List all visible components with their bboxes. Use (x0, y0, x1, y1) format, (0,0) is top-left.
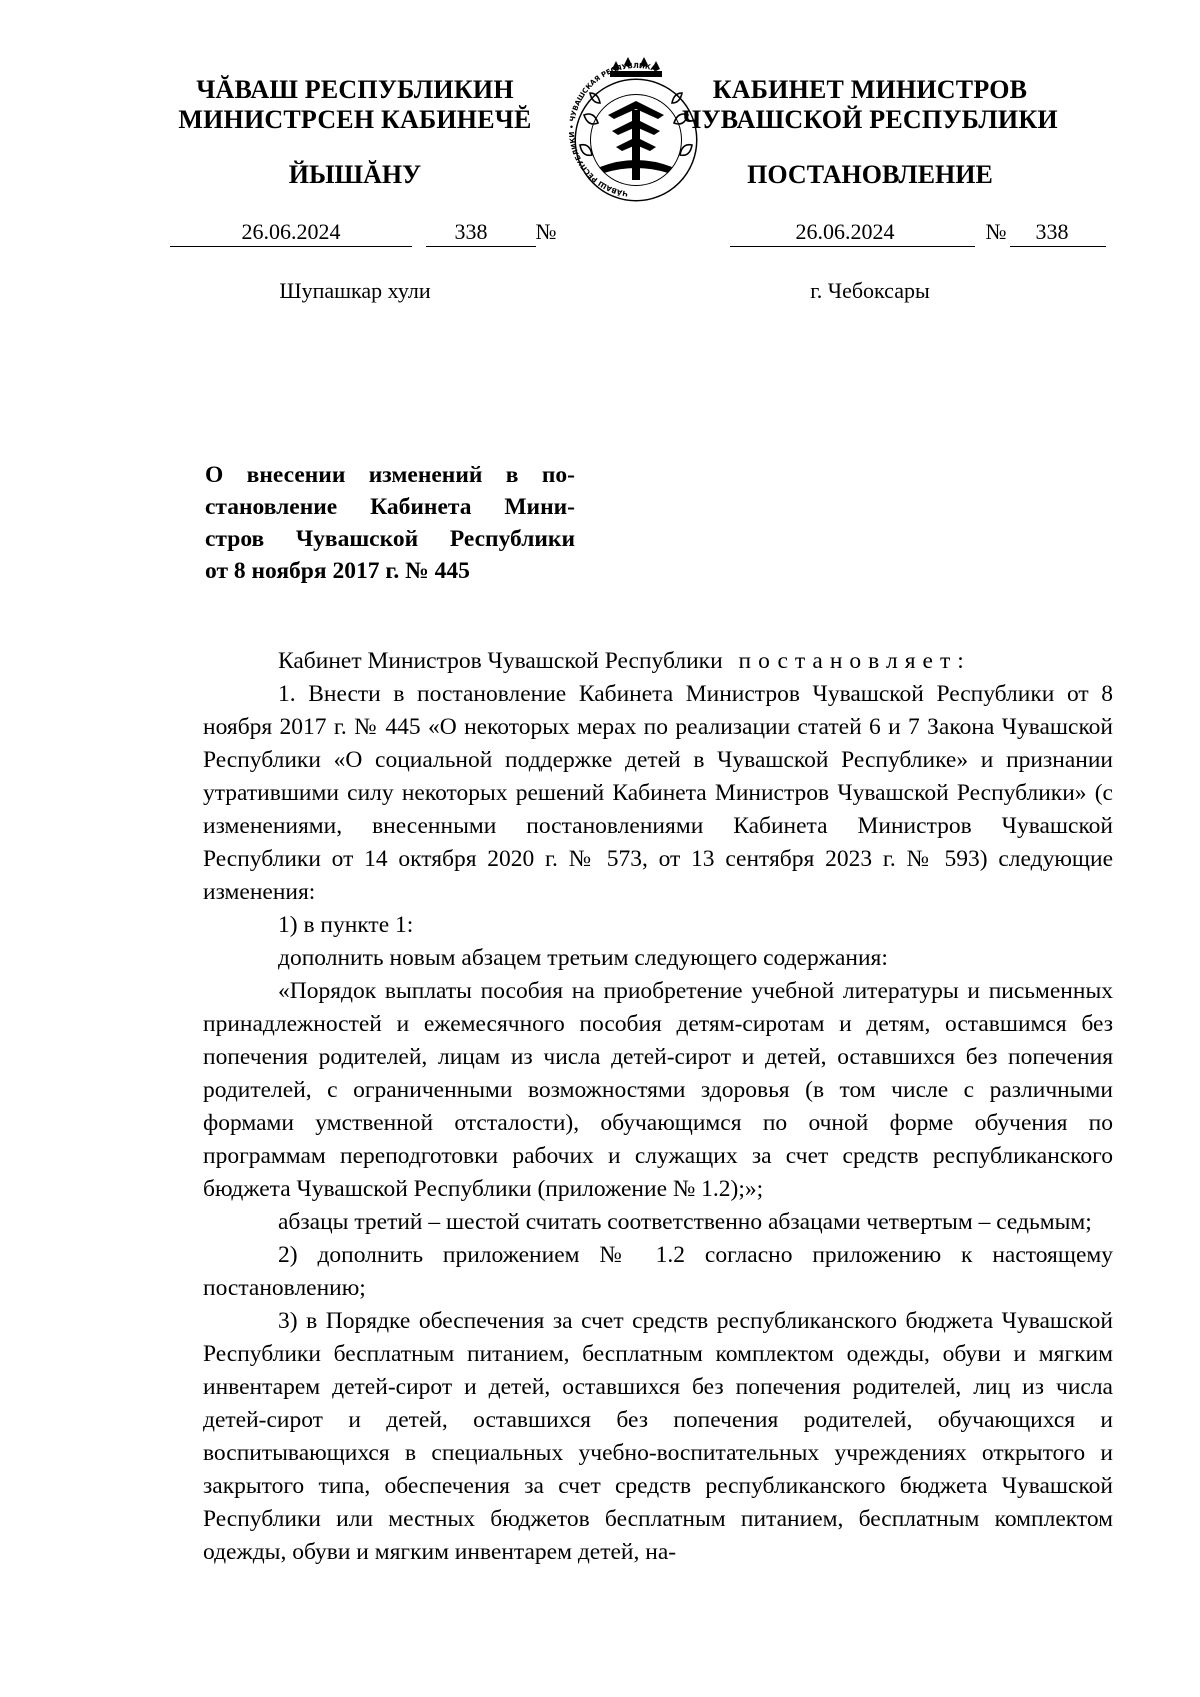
right-city: г. Чебоксары (810, 278, 930, 303)
paragraph-4: «Порядок выплаты пособия на приобретение учебной литературы и письменных принадлежностей и ежемесячного пособия детям-сиротам и детям, оставшимся без попечения родителей, лицам из числа детей-сирот и детей, оставшихся без попечения родителей, с ограниченными возможностями здоровья (в том числе с различными формами умственной отсталости), обучающимся по очной форме обучения по программам переподготовки рабочих и служащих за счет средств республиканского бюджета Чувашской Республики (приложение № 1.2);»; (203, 978, 1113, 1202)
intro-verb: постановляет: (738, 648, 971, 674)
right-header-line2: ЧУВАШСКОЙ РЕСПУБЛИКИ (682, 105, 1058, 134)
right-dateline (730, 219, 1110, 249)
paragraph-6: 2) дополнить приложением № 1.2 согласно приложению к настоящему постановлению; (203, 1242, 1113, 1301)
left-number-sign: № (535, 219, 557, 244)
subject-line-3: стров Чувашской Республики (205, 526, 575, 552)
subject-line-4: от 8 ноября 2017 г. № 445 (205, 558, 470, 584)
right-number-sign: № (985, 219, 1007, 244)
left-number: 338 (454, 219, 488, 244)
right-number: 338 (1035, 219, 1069, 244)
paragraph-1: 1. Внести в постановление Кабинета Министров Чувашской Республики от 8 ноября 2017 г. № 445 «О некоторых мерах по реализации статей 6 и 7 Закона Чувашской Республики «О социальной поддержке детей в Чувашской Республике» и признании утратившими силу некоторых решений Кабинета Министров Чувашской Республики» (с изменениями, внесенными постановлениями Кабинета Министров Чувашской Республики от 14 октября 2020 г. № 573, от 13 сентября 2023 г. № 593) следующие изменения: (203, 681, 1113, 905)
left-doc-type: ЙЫШĂНУ (288, 160, 422, 189)
left-header-line1: ЧĂВАШ РЕСПУБЛИКИН (196, 75, 514, 104)
right-header-line1: КАБИНЕТ МИНИСТРОВ (712, 75, 1028, 104)
paragraph-3: дополнить новым абзацем третьим следующего содержания: (278, 945, 888, 971)
intro-paragraph (203, 645, 1113, 678)
right-date: 26.06.2024 (795, 219, 895, 244)
subject-line-2: становление Кабинета Мини- (205, 494, 575, 520)
right-doc-type: ПОСТАНОВЛЕНИЕ (747, 160, 993, 189)
left-date: 26.06.2024 (241, 219, 341, 244)
left-header-title (150, 75, 560, 135)
paragraph-5: абзацы третий – шестой считать соответственно абзацами четвертым – седьмым; (278, 1209, 1092, 1235)
emblem-ring-text: ЧĂВАШ РЕСПУБЛИКИ • ЧУВАШСКАЯ РЕСПУБЛИКА (567, 61, 658, 198)
paragraph-2: 1) в пункте 1: (278, 912, 414, 938)
document-body (203, 645, 1113, 1569)
left-header-line2: МИНИСТРСЕН КАБИНЕЧĔ (178, 105, 532, 134)
left-dateline (170, 219, 560, 249)
document-subject (205, 459, 575, 587)
subject-line-1: О внесении изменений в по- (205, 462, 575, 488)
left-city: Шупашкар хули (279, 278, 431, 303)
paragraph-7: 3) в Порядке обеспечения за счет средств республиканского бюджета Чувашской Республики бесплатным питанием, бесплатным комплектом одежды, обуви и мягким инвентарем детей-сирот и детей, оставшихся без попечения родителей, лиц из числа детей-сирот и детей, оставшихся без попечения родителей, обучающихся и воспитывающихся в специальных учебно-воспитательных учреждениях открытого и закрытого типа, обеспечения за счет средств республиканского бюджета Чувашской Республики или местных бюджетов бесплатным питанием, бесплатным комплектом одежды, обуви и мягким инвентарем детей, на- (203, 1308, 1113, 1565)
right-header-title (680, 75, 1060, 135)
intro-prefix: Кабинет Министров Чувашской Республики (278, 648, 723, 674)
